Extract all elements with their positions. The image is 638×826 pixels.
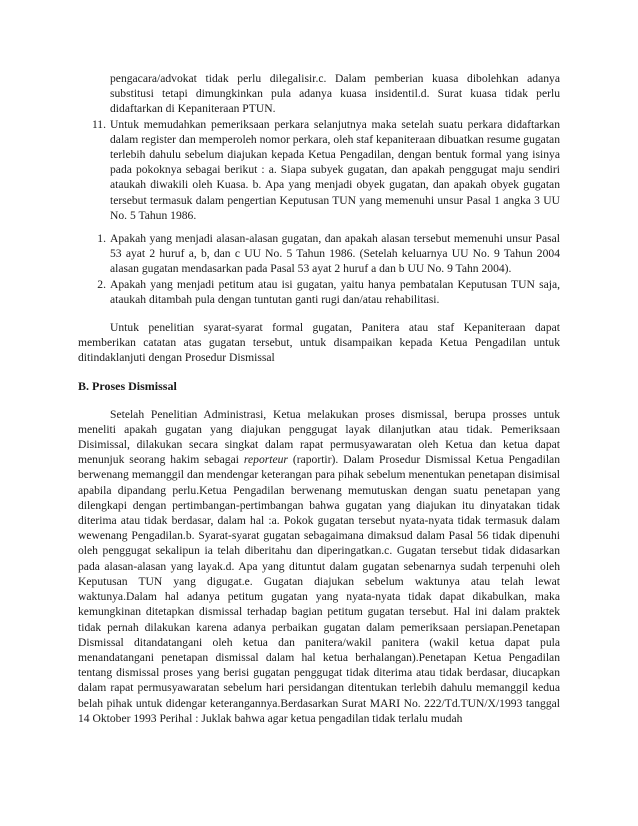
list-item-text: Apakah yang menjadi petitum atau isi gugatan, yaitu hanya pembatalan Keputusan TUN saja, ataukah ditambah pula dengan tuntutan ganti rugi dan/atau rehabilitasi. [110,277,560,306]
paragraph-text-start: Setelah Penelitian Administrasi, Ketua melakukan proses dismissal, berupa prosses untuk meneliti apakah gugatan yang diajukan penggugat layak dilanjutkan atau tidak. Pemeriksaan Disimissal, dilakukan secara singkat dalam rapat permusyawaratan oleh Ketua dan ketua dapat menunjuk seorang hakim sebagai [78,407,560,467]
closing-paragraph: Untuk penelitian syarat-syarat formal gugatan, Panitera atau staf Kepaniteraan dapat memberikan catatan atas gugatan tersebut, untuk disampaikan kepada Ketua Pengadilan untuk ditindaklanjuti dengan Prosedur Dismissal [78,321,560,365]
list-item-text: Apakah yang menjadi alasan-alasan gugatan, dan apakah alasan tersebut memenuhi unsur Pasal 53 ayat 2 huruf a, b, dan c UU No. 5 Tahun 1986. (Setelah keluarnya UU No. 9 Tahun 2004 alasan gugatan mendasarkan pada Pasal 53 ayat 2 huruf a dan b UU No. 9 Tahn 2004). [110,232,560,276]
list-item-2 [78,277,560,307]
list-number: 1. [97,232,106,246]
continuation-paragraph: pengacara/advokat tidak perlu dilegalisir.c. Dalam pemberian kuasa dibolehkan adanya substitusi tetapi dimungkinkan pula adanya kuasa insidentil.d. Surat kuasa tidak perlu didaftarkan di Kepaniteraan PTUN. [110,72,560,116]
list-item-text: Untuk memudahkan pemeriksaan perkara selanjutnya maka setelah suatu perkara didaftarkan dalam register dan memperoleh nomor perkara, oleh staf kepaniteraan dibuatkan resume gugatan terlebih dahulu sebelum diajukan kepada Ketua Pengadilan, dengan bentuk formal yang isinya pada pokoknya sebagai berikut : a. Siapa subyek gugatan, dan apakah penggugat maju sendiri ataukah diwakili oleh Kuasa. b. Apa yang menjadi obyek gugatan, dan apakah obyek gugatan tersebut termasuk dalam pengertian Keputusan TUN yang memenuhi unsur Pasal 1 angka 3 UU No. 5 Tahun 1986. [110,117,560,222]
list-item-1 [78,231,560,277]
paragraph-text-end: (raportir). Dalam Prosedur Dismissal Ketua Pengadilan berwenang memanggil dan mendengar keterangan para pihak sebelum menentukan penetapan disimisal apabila dipandang perlu.Ketua Pengadilan berwenang memutuskan dengan suatu penetapan yang dilengkapi dengan pertimbangan-pertimbangan bahwa gugatan yang diajukan itu dinyatakan tidak diterima atau tidak berdasar, dalam hal :a. Pokok gugatan tersebut nyata-nyata tidak termasuk dalam wewenang Pengadilan.b. Syarat-syarat gugatan sebagaimana dimaksud dalam Pasal 56 tidak dipenuhi oleh penggugat sekalipun ia telah diberitahu dan diperingatkan.c. Gugatan tersebut tidak didasarkan pada alasan-alasan yang layak.d. Apa yang dituntut dalam gugatan sebenarnya sudah terpenuhi oleh Keputusan TUN yang digugat.e. Gugatan diajukan sebelum waktunya atau telah lewat waktunya.Dalam hal adanya petitum gugatan yang nyata-nyata tidak dapat dikabulkan, maka kemungkinan ditetapkan dismissal terhadap bagian petitum gugatan tersebut. Hal ini dalam praktek tidak pernah dilakukan karena adanya perbaikan gugatan dalam pemeriksaan persiapan.Penetapan Dismissal ditandatangani oleh ketua dan panitera/wakil panitera (wakil ketua dapat pula menandatangani penetapan dismissal dalam hal ketua berhalangan).Penetapan Ketua Pengadilan tentang dismissal proses yang berisi gugatan penggugat tidak diterima atau tidak berdasar, diucapkan dalam rapat permusyawaratan sebelum hari persidangan ditentukan terlebih dahulu memanggil kedua belah pihak untuk didengar keterangannya.Berdasarkan Surat MARI No. 222/Td.TUN/X/1993 tanggal 14 Oktober 1993 Perihal : Juklak bahwa agar ketua pengadilan tidak terlalu mudah [78,453,560,725]
list-number: 11. [91,117,106,131]
list-item-11 [78,117,560,223]
italic-term: reporteur [243,453,288,467]
dismissal-paragraph [78,407,560,726]
list-number: 2. [97,277,106,291]
section-heading: B. Proses Dismissal [78,378,177,393]
